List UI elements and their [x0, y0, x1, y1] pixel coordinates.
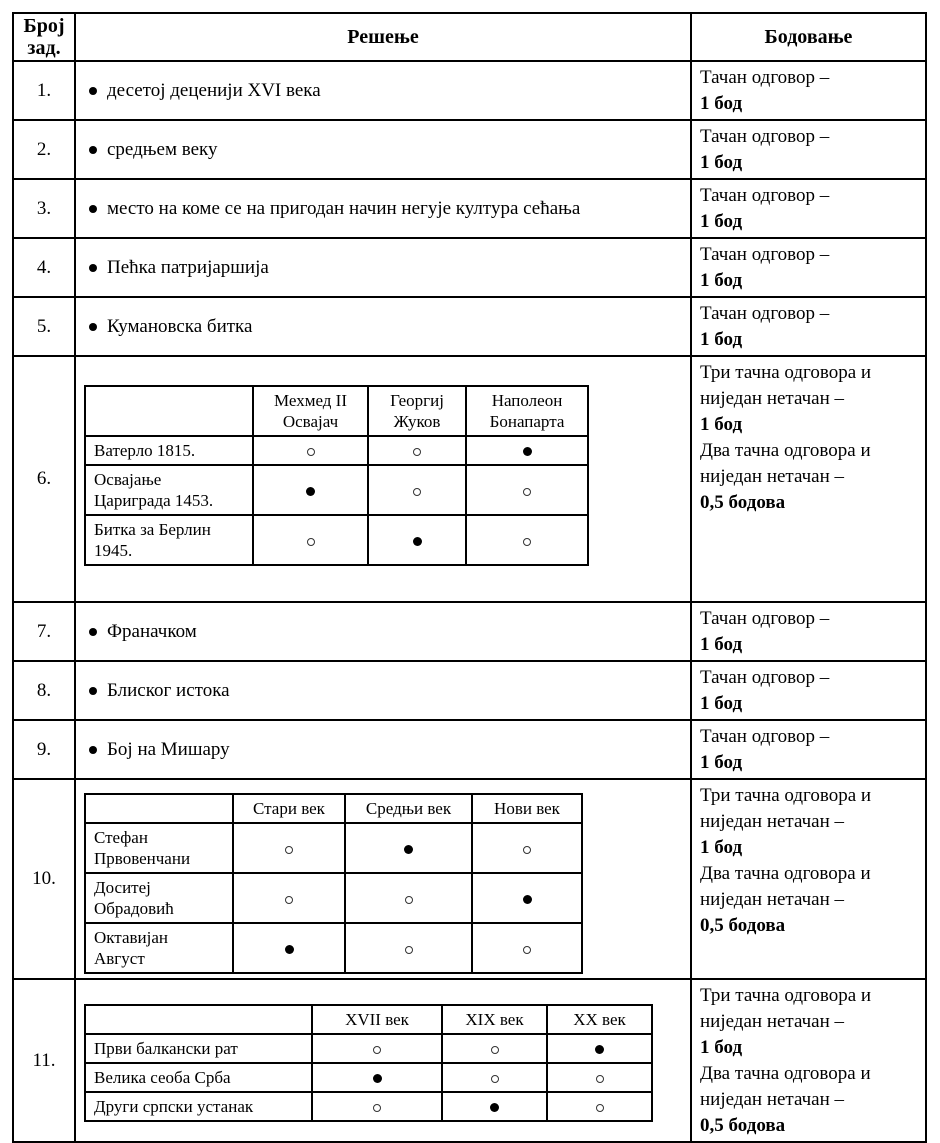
option-row-label	[85, 923, 233, 973]
option-mark-cell	[466, 465, 588, 515]
bullet-icon	[89, 323, 97, 331]
task-number: 7.	[13, 602, 75, 661]
solution-text: средњем веку	[107, 138, 218, 160]
option-mark-cell	[253, 465, 368, 515]
solution-cell	[75, 297, 691, 356]
option-mark-cell	[472, 823, 582, 873]
option-column-header	[547, 1005, 652, 1034]
option-mark-cell	[442, 1063, 547, 1092]
option-row-label	[85, 1063, 312, 1092]
scoring-line: ниједан нетачан –	[700, 466, 845, 487]
table-row	[13, 979, 926, 1142]
solution-text: Кумановска битка	[107, 315, 253, 337]
option-mark-cell	[368, 515, 466, 565]
solution-line	[89, 139, 680, 161]
solution-cell	[75, 120, 691, 179]
scoring-line: 1 бод	[700, 1037, 743, 1058]
option-mark-cell	[547, 1063, 652, 1092]
scoring-line: Три тачна одговора и	[700, 362, 872, 383]
scoring-line: ниједан нетачан –	[700, 1089, 845, 1110]
option-column-header-line: Средњи век	[365, 799, 452, 818]
scoring-line: 0,5 бодова	[700, 1115, 786, 1136]
scoring-cell	[691, 238, 926, 297]
task-number: 2.	[13, 120, 75, 179]
option-mark-cell	[345, 823, 472, 873]
radio-filled-icon	[306, 487, 315, 496]
table-row	[13, 779, 926, 979]
option-column-header-line: XIX век	[465, 1010, 524, 1029]
radio-filled-icon	[490, 1103, 499, 1112]
scoring-line: Три тачна одговора и	[700, 785, 872, 806]
option-row-label-line: Цариграда 1453.	[94, 491, 214, 510]
solution-cell	[75, 661, 691, 720]
option-mark-cell	[547, 1034, 652, 1063]
radio-filled-icon	[373, 1074, 382, 1083]
scoring-line: ниједан нетачан –	[700, 811, 845, 832]
bullet-icon	[89, 264, 97, 272]
scoring-line: 1 бод	[700, 93, 743, 114]
radio-empty-icon	[523, 538, 531, 546]
radio-filled-icon	[413, 537, 422, 546]
scoring-line: 1 бод	[700, 329, 743, 350]
header-task-number: Број зад.	[13, 13, 75, 61]
options-grid-row	[85, 823, 582, 873]
table-row	[13, 602, 926, 661]
options-grid-row	[85, 1063, 652, 1092]
scoring-line: 1 бод	[700, 270, 743, 291]
solution-text: Блиског истока	[107, 679, 230, 701]
option-column-header-line: Жуков	[393, 412, 441, 431]
scoring-line: Тачан одговор –	[700, 67, 830, 88]
scoring-cell	[691, 979, 926, 1142]
scoring-cell	[691, 120, 926, 179]
option-row-label-line: Стефан	[94, 828, 148, 847]
option-mark-cell	[345, 873, 472, 923]
option-mark-cell	[233, 873, 345, 923]
scoring-line: Тачан одговор –	[700, 185, 830, 206]
scoring-line: Тачан одговор –	[700, 608, 830, 629]
option-row-label-line: Август	[94, 949, 145, 968]
solution-text: Франачком	[107, 620, 197, 642]
options-grid-row	[85, 515, 588, 565]
option-mark-cell	[312, 1063, 442, 1092]
option-column-header	[253, 386, 368, 436]
radio-filled-icon	[523, 447, 532, 456]
solution-line	[89, 80, 680, 102]
task-number: 4.	[13, 238, 75, 297]
option-mark-cell	[312, 1034, 442, 1063]
option-mark-cell	[233, 823, 345, 873]
option-column-header	[472, 794, 582, 823]
options-grid	[84, 793, 583, 974]
option-column-header-line: XX век	[573, 1010, 626, 1029]
radio-empty-icon	[373, 1104, 381, 1112]
scoring-cell	[691, 661, 926, 720]
scoring-line: 0,5 бодова	[700, 915, 786, 936]
task-number: 9.	[13, 720, 75, 779]
solution-cell	[75, 979, 691, 1142]
scoring-line: 1 бод	[700, 414, 743, 435]
option-row-label	[85, 436, 253, 465]
solution-text: Пећка патријаршија	[107, 256, 269, 278]
scoring-cell	[691, 720, 926, 779]
scoring-cell	[691, 779, 926, 979]
task-number: 8.	[13, 661, 75, 720]
option-row-label-line: Обрадовић	[94, 899, 174, 918]
option-mark-cell	[472, 923, 582, 973]
option-row-label-line: Велика сеоба Срба	[94, 1068, 231, 1087]
option-column-header-line: Стари век	[253, 799, 325, 818]
radio-empty-icon	[307, 538, 315, 546]
option-column-header-line: Освајач	[282, 412, 339, 431]
option-row-label-line: Освајање	[94, 470, 162, 489]
table-row	[13, 661, 926, 720]
radio-filled-icon	[404, 845, 413, 854]
option-row-label-line: Ватерло 1815.	[94, 441, 196, 460]
table-row	[13, 720, 926, 779]
scoring-line: 1 бод	[700, 837, 743, 858]
scoring-cell	[691, 179, 926, 238]
scoring-cell	[691, 61, 926, 120]
option-row-label-line: Доситеј	[94, 878, 151, 897]
option-row-label	[85, 515, 253, 565]
radio-filled-icon	[595, 1045, 604, 1054]
bullet-icon	[89, 628, 97, 636]
task-number: 1.	[13, 61, 75, 120]
radio-empty-icon	[491, 1046, 499, 1054]
radio-empty-icon	[596, 1104, 604, 1112]
scoring-line: Два тачна одговора и	[700, 863, 871, 884]
table-row	[13, 297, 926, 356]
options-grid	[84, 1004, 653, 1122]
scoring-line: Тачан одговор –	[700, 303, 830, 324]
table-header	[13, 13, 926, 61]
task-number: 11.	[13, 979, 75, 1142]
options-grid-row	[85, 923, 582, 973]
radio-empty-icon	[373, 1046, 381, 1054]
bullet-icon	[89, 87, 97, 95]
scoring-line: Два тачна одговора и	[700, 1063, 871, 1084]
radio-empty-icon	[491, 1075, 499, 1083]
option-mark-cell	[312, 1092, 442, 1121]
header-scoring: Бодовање	[691, 13, 926, 61]
table-row	[13, 356, 926, 602]
radio-empty-icon	[596, 1075, 604, 1083]
options-grid-row	[85, 465, 588, 515]
corner-cell	[85, 794, 233, 823]
option-mark-cell	[253, 515, 368, 565]
option-mark-cell	[466, 515, 588, 565]
table-row	[13, 238, 926, 297]
radio-filled-icon	[523, 895, 532, 904]
option-column-header-line: Нови век	[494, 799, 560, 818]
option-column-header-line: Бонапарта	[489, 412, 565, 431]
scoring-cell	[691, 297, 926, 356]
option-column-header-line: XVII век	[345, 1010, 409, 1029]
option-row-label	[85, 1092, 312, 1121]
option-column-header	[466, 386, 588, 436]
corner-cell	[85, 386, 253, 436]
options-grid-header-row	[85, 1005, 652, 1034]
radio-empty-icon	[285, 896, 293, 904]
radio-empty-icon	[523, 846, 531, 854]
option-mark-cell	[233, 923, 345, 973]
option-column-header	[312, 1005, 442, 1034]
scoring-line: Два тачна одговора и	[700, 440, 871, 461]
options-grid-row	[85, 436, 588, 465]
header-solution: Решење	[75, 13, 691, 61]
table-row	[13, 120, 926, 179]
scoring-line: ниједан нетачан –	[700, 889, 845, 910]
scoring-line: 1 бод	[700, 152, 743, 173]
option-row-label-line: Битка за Берлин	[94, 520, 211, 539]
solution-line	[89, 198, 680, 220]
solution-line	[89, 739, 680, 761]
option-row-label	[85, 823, 233, 873]
solution-text: десетој деценији XVI века	[107, 79, 321, 101]
option-row-label	[85, 465, 253, 515]
scoring-line: 1 бод	[700, 693, 743, 714]
option-column-header	[442, 1005, 547, 1034]
solution-line	[89, 621, 680, 643]
options-grid-row	[85, 1092, 652, 1121]
option-column-header-line: Георгиј	[390, 391, 444, 410]
option-mark-cell	[442, 1034, 547, 1063]
task-number: 5.	[13, 297, 75, 356]
option-mark-cell	[345, 923, 472, 973]
scoring-line: 1 бод	[700, 634, 743, 655]
scoring-line: Тачан одговор –	[700, 667, 830, 688]
option-mark-cell	[472, 873, 582, 923]
options-grid-header-row	[85, 794, 582, 823]
option-column-header-line: Наполеон	[491, 391, 563, 410]
radio-empty-icon	[405, 896, 413, 904]
option-column-header	[368, 386, 466, 436]
radio-empty-icon	[307, 448, 315, 456]
scoring-line: Тачан одговор –	[700, 126, 830, 147]
option-row-label-line: Други српски устанак	[94, 1097, 254, 1116]
radio-filled-icon	[285, 945, 294, 954]
task-number: 6.	[13, 356, 75, 602]
scoring-line: Тачан одговор –	[700, 726, 830, 747]
task-number: 3.	[13, 179, 75, 238]
solution-cell	[75, 720, 691, 779]
scoring-line: 1 бод	[700, 211, 743, 232]
option-column-header	[345, 794, 472, 823]
solution-text: Бој на Мишару	[107, 738, 230, 760]
task-number: 10.	[13, 779, 75, 979]
option-mark-cell	[253, 436, 368, 465]
scoring-line: Три тачна одговора и	[700, 985, 872, 1006]
bullet-icon	[89, 146, 97, 154]
option-row-label-line: Први балкански рат	[94, 1039, 238, 1058]
solution-line	[89, 316, 680, 338]
radio-empty-icon	[405, 946, 413, 954]
option-row-label-line: Октавијан	[94, 928, 168, 947]
options-grid-header-row	[85, 386, 588, 436]
radio-empty-icon	[285, 846, 293, 854]
option-mark-cell	[466, 436, 588, 465]
options-grid	[84, 385, 589, 566]
table-row	[13, 179, 926, 238]
option-mark-cell	[368, 465, 466, 515]
bullet-icon	[89, 746, 97, 754]
scoring-line: ниједан нетачан –	[700, 1011, 845, 1032]
scoring-cell	[691, 602, 926, 661]
options-grid-row	[85, 1034, 652, 1063]
answer-key-table	[12, 12, 927, 1143]
solution-cell	[75, 779, 691, 979]
solution-cell	[75, 356, 691, 602]
scoring-cell	[691, 356, 926, 602]
options-grid-row	[85, 873, 582, 923]
solution-cell	[75, 61, 691, 120]
solution-cell	[75, 602, 691, 661]
header-row	[13, 13, 926, 61]
option-mark-cell	[442, 1092, 547, 1121]
radio-empty-icon	[413, 488, 421, 496]
bullet-icon	[89, 205, 97, 213]
solution-line	[89, 257, 680, 279]
radio-empty-icon	[523, 488, 531, 496]
option-column-header	[233, 794, 345, 823]
bullet-icon	[89, 687, 97, 695]
solution-cell	[75, 238, 691, 297]
solution-text: место на коме се на пригодан начин негује култура сећања	[107, 197, 581, 219]
option-row-label	[85, 873, 233, 923]
solution-line	[89, 680, 680, 702]
radio-empty-icon	[413, 448, 421, 456]
option-mark-cell	[368, 436, 466, 465]
option-row-label	[85, 1034, 312, 1063]
solution-cell	[75, 179, 691, 238]
corner-cell	[85, 1005, 312, 1034]
option-row-label-line: 1945.	[94, 541, 133, 560]
scoring-line: 1 бод	[700, 752, 743, 773]
option-column-header-line: Мехмед II	[273, 391, 347, 410]
option-row-label-line: Првовенчани	[94, 849, 191, 868]
scoring-line: ниједан нетачан –	[700, 388, 845, 409]
scoring-line: 0,5 бодова	[700, 492, 786, 513]
option-mark-cell	[547, 1092, 652, 1121]
scoring-line: Тачан одговор –	[700, 244, 830, 265]
answers-table-body	[13, 61, 926, 1142]
radio-empty-icon	[523, 946, 531, 954]
table-row	[13, 61, 926, 120]
